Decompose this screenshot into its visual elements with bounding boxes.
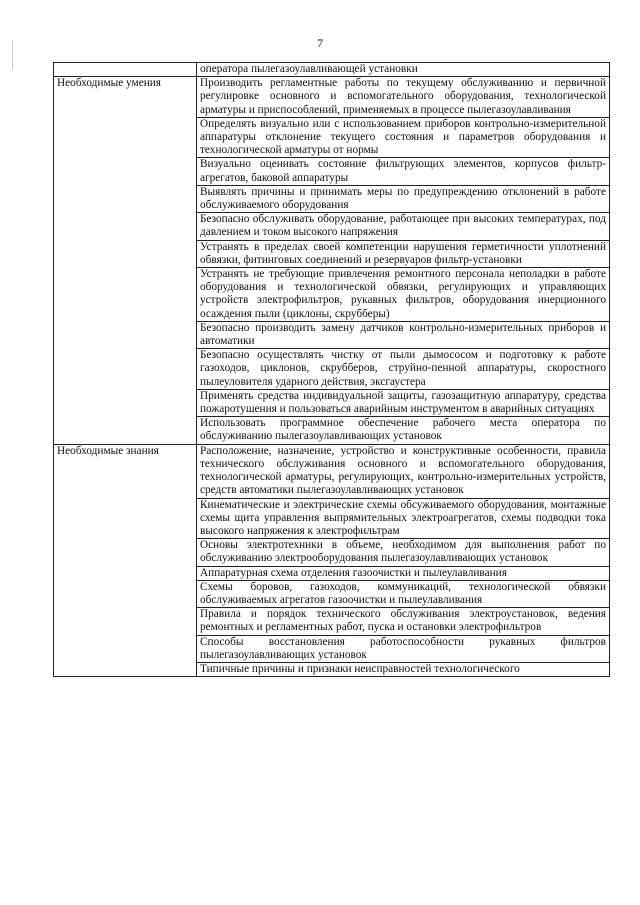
table-row [54, 444, 610, 498]
skill-item: Визуально оценивать состояние фильтрующих элементов, корпусов фильтр-агрегатов, баковой аппаратуры [197, 158, 610, 185]
page-number: 7 [317, 36, 323, 50]
knowledge-item: Расположение, назначение, устройство и конструктивные особенности, правила технического обслуживания основного и вспомогательного оборудования, технологической арматуры, регулирующих, контрольно-измерительных устройств, средств автоматики пылегазоулавливающих установок [197, 444, 610, 498]
knowledge-item: Схемы боровов, газоходов, коммуникаций, технологической обвязки обслуживаемых агрегатов газоочистки и пылеулавливания [197, 580, 610, 607]
table-row [54, 63, 610, 77]
skill-item: Безопасно производить замену датчиков контрольно-измерительных приборов и автоматики [197, 321, 610, 348]
table-row [54, 77, 610, 118]
requirements-table [53, 62, 610, 677]
skill-item: Безопасно обслуживать оборудование, работающее при высоких температурах, под давлением и током высокого напряжения [197, 213, 610, 240]
skill-item: Использовать программное обеспечение рабочего места оператора по обслуживанию пылегазоулавливающих установок [197, 417, 610, 444]
skill-item: Устранять в пределах своей компетенции нарушения герметичности уплотнений обвязки, фитинговых соединений и резервуаров фильтр-установки [197, 240, 610, 267]
knowledge-item: Кинематические и электрические схемы обсуживаемого оборудования, монтажные схемы щита управления выпрямительных электроагрегатов, схемы подводки тока высокого напряжения к электрофильтрам [197, 498, 610, 539]
skill-item: Безопасно осуществлять чистку от пыли дымососом и подготовку к работе газоходов, циклонов, скрубберов, струйно-пенной аппаратуры, скоростного пылеуловителя ударного действия, эксгаустера [197, 349, 610, 390]
knowledge-item: Аппаратурная схема отделения газоочистки и пылеулавливания [197, 566, 610, 580]
knowledge-item: Правила и порядок технического обслуживания электроустановок, ведения ремонтных и регламентных работ, пуска и остановки электрофильтров [197, 608, 610, 635]
skill-item: Применять средства индивидуальной защиты, газозащитную аппаратуру, средства пожаротушения и пользоваться аварийным инструментом в аварийных ситуациях [197, 389, 610, 416]
continued-text-cell: оператора пылегазоулавливающей установки [197, 63, 610, 77]
label-cell-empty [54, 63, 197, 77]
knowledge-label: Необходимые знания [54, 444, 197, 676]
skill-item: Определять визуально или с использованием приборов контрольно-измерительной аппаратуры отклонение текущего состояния и параметров оборудования и технологической арматуры от нормы [197, 117, 610, 158]
skill-item: Устранять не требующие привлечения ремонтного персонала неполадки в работе оборудования и технологической обвязки, регулирующих и управляющих устройств электрофильтров, рукавных фильтров, оборудования инерционного осаждения пыли (циклоны, скрубберы) [197, 268, 610, 322]
skill-item: Выявлять причины и принимать меры по предупреждению отклонений в работе обслуживаемого оборудования [197, 185, 610, 212]
knowledge-item: Способы восстановления работоспособности рукавных фильтров пылегазоулавливающих установок [197, 635, 610, 662]
knowledge-item: Основы электротехники в объеме, необходимом для выполнения работ по обслуживанию электрооборудования пылегазоулавливающих установок [197, 539, 610, 566]
skills-label: Необходимые умения [54, 77, 197, 444]
knowledge-item: Типичные причины и признаки неисправностей технологического [197, 662, 610, 676]
skill-item: Производить регламентные работы по текущему обслуживанию и первичной регулировке основного и вспомогательного оборудования, технологической арматуры и приспособлений, применяемых в процессе пылегазоулавливания [197, 77, 610, 118]
